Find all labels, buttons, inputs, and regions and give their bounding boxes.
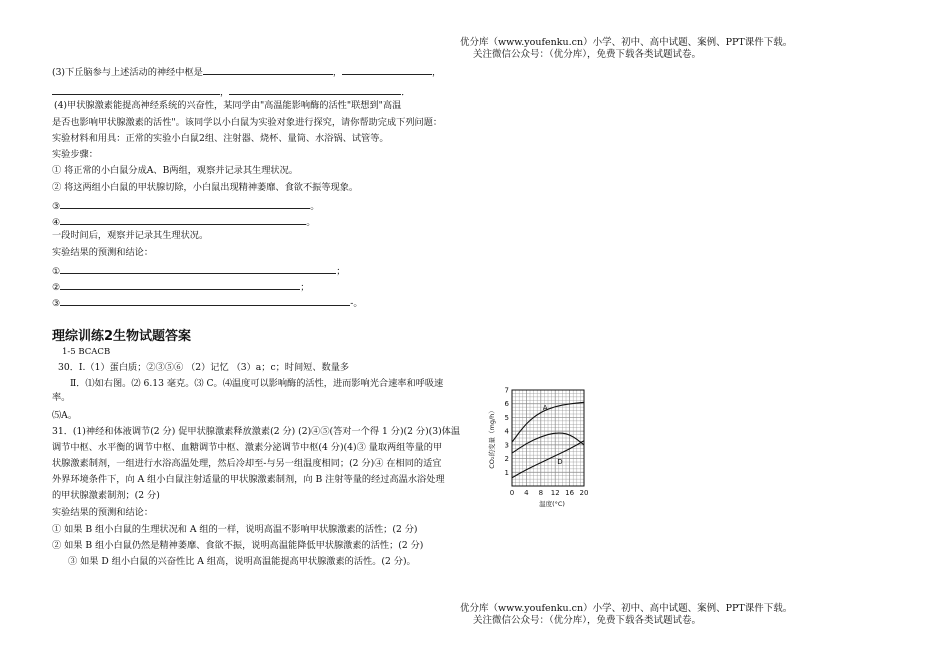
q3-line <box>52 64 441 79</box>
q3-line-2 <box>52 84 410 99</box>
header-line-1: 优分库（www.youfenku.cn）小学、初中、高中试题、案例、PPT课件下载。 <box>460 37 793 48</box>
series-label: D <box>557 457 563 466</box>
y-tick-label: 3 <box>504 441 509 450</box>
blank <box>229 84 401 95</box>
y-tick-label: 6 <box>504 400 509 409</box>
blank <box>342 64 432 75</box>
predict-end: ； <box>300 282 310 293</box>
steps-label: 实验步骤： <box>52 149 98 160</box>
q3-sep: ， <box>332 67 343 78</box>
chart-svg <box>490 384 600 514</box>
predict-num: ③ <box>52 298 61 309</box>
a30-line-2: Ⅱ．⑴如右图。⑵ 6.13 毫克。⑶ C。⑷温度可以影响酶的活性，进而影响光合速率和呼吸速 <box>70 378 444 389</box>
predict-2 <box>52 279 309 294</box>
x-axis-label: 温度(°C) <box>539 500 565 508</box>
predict-end: -。 <box>350 298 363 309</box>
y-tick-label: 4 <box>504 427 509 436</box>
q3-sep: ， <box>432 67 442 78</box>
a31-predict-2: ② 如果 B 组小白鼠仍然是精神萎靡、食欲不振，说明高温能降低甲状腺激素的活性；(2 分) <box>52 540 424 551</box>
answers-mc: 1-5 BCACB <box>62 347 111 357</box>
a30-line-1: 30．Ⅰ.（1）蛋白质；②③⑤⑥ （2）记忆 （3）a；c；时间短、数量多 <box>58 362 350 373</box>
y-tick-label: 5 <box>504 413 509 422</box>
y-axis-label: CO₂的变量（mg/h） <box>488 407 496 469</box>
step-num: ④ <box>52 217 61 228</box>
x-tick-label: 16 <box>565 489 575 497</box>
predict-num: ① <box>52 266 61 277</box>
after-step: 一段时间后，观察并记录其生理状况。 <box>52 230 209 241</box>
a30-line-4: ⑸A。 <box>52 410 78 421</box>
materials: 实验材料和用具：正常的实验小白鼠2组、注射器、烧杯、量筒、水浴锅、试管等。 <box>52 133 389 144</box>
a31-line-3: 状腺激素制剂，一组进行水浴高温处理，然后冷却至-与另一组温度相同；(2 分)④ 在相同的适宜 <box>52 458 442 469</box>
blank <box>52 84 220 95</box>
q3-sep: ， <box>220 87 230 98</box>
a31-predict-label: 实验结果的预测和结论： <box>52 507 154 518</box>
q4-line-2: 是否也影响甲状腺激素的活性"。该同学以小白鼠为实验对象进行探究，请你帮助完成下列问题： <box>52 117 443 128</box>
x-tick-label: 8 <box>538 489 544 497</box>
blank <box>60 198 310 209</box>
x-tick-label: 4 <box>524 489 529 497</box>
step-4 <box>52 214 315 229</box>
a31-line-2: 调节中枢、水平衡的调节中枢、血糖调节中枢、激素分泌调节中枢(4 分)(4)③ 量取两组等量的甲 <box>52 442 443 453</box>
x-tick-label: 20 <box>579 489 589 497</box>
y-tick-label: 1 <box>504 468 509 477</box>
step-end: 。 <box>306 217 316 228</box>
y-tick-label: 7 <box>504 386 509 395</box>
header-line-2: 关注微信公众号：（优分库），免费下载各类试题试卷。 <box>473 49 702 60</box>
a31-line-5: 的甲状腺激素制剂；(2 分) <box>52 490 160 501</box>
predict-num: ② <box>52 282 61 293</box>
step-3 <box>52 198 319 213</box>
footer-line-2: 关注微信公众号：（优分库），免费下载各类试题试卷。 <box>473 615 702 626</box>
x-tick-label: 12 <box>550 489 560 497</box>
predict-1 <box>52 263 345 278</box>
predict-label: 实验结果的预测和结论： <box>52 247 154 258</box>
answers-title: 理综训练2生物试题答案 <box>52 329 192 344</box>
x-tick-label: 0 <box>509 489 515 497</box>
predict-3 <box>52 295 363 310</box>
blank <box>60 279 300 290</box>
blank <box>60 263 336 274</box>
step-num: ③ <box>52 201 61 212</box>
footer-line-1: 优分库（www.youfenku.cn）小学、初中、高中试题、案例、PPT课件下载。 <box>460 603 793 614</box>
series-label: A <box>542 403 548 412</box>
predict-end: ； <box>336 266 346 277</box>
page-footer <box>0 603 950 627</box>
a31-predict-3: ③ 如果 D 组小白鼠的兴奋性比 A 组高，说明高温能提高甲状腺激素的活性。(2 分)。 <box>68 556 416 567</box>
a31-line-1: 31．(1)神经和体液调节(2 分) 促甲状腺激素释放激素(2 分) (2)④⑤(答对一个得 1 分)(2 分)(3)体温 <box>52 426 461 437</box>
a31-predict-1: ① 如果 B 组小白鼠的生理状况和 A 组的一样，说明高温不影响甲状腺激素的活性；(2 分) <box>52 524 418 535</box>
q3-prefix: (3)下丘脑参与上述活动的神经中枢是 <box>52 67 203 78</box>
a31-line-4: 外界环境条件下，向 A 组小白鼠注射适量的甲状腺激素制剂，向 B 注射等量的经过高温水浴处理 <box>52 474 445 485</box>
co2-temperature-chart <box>490 384 600 514</box>
blank <box>60 295 350 306</box>
step-1: ① 将正常的小白鼠分成A、B两组，观察并记录其生理状况。 <box>52 165 298 176</box>
page-header <box>0 37 950 61</box>
step-2: ② 将这两组小白鼠的甲状腺切除，小白鼠出现精神萎靡、食欲不振等现象。 <box>52 182 359 193</box>
step-end: 。 <box>310 201 320 212</box>
a30-line-3: 率。 <box>52 392 71 403</box>
q4-line-1: (4)甲状腺激素能提高神经系统的兴奋性，某同学由"高温能影响酶的活性"联想到"高温 <box>54 100 402 111</box>
blank <box>60 214 306 225</box>
y-tick-label: 2 <box>504 455 509 464</box>
blank <box>203 64 333 75</box>
q3-end: ． <box>401 87 411 98</box>
